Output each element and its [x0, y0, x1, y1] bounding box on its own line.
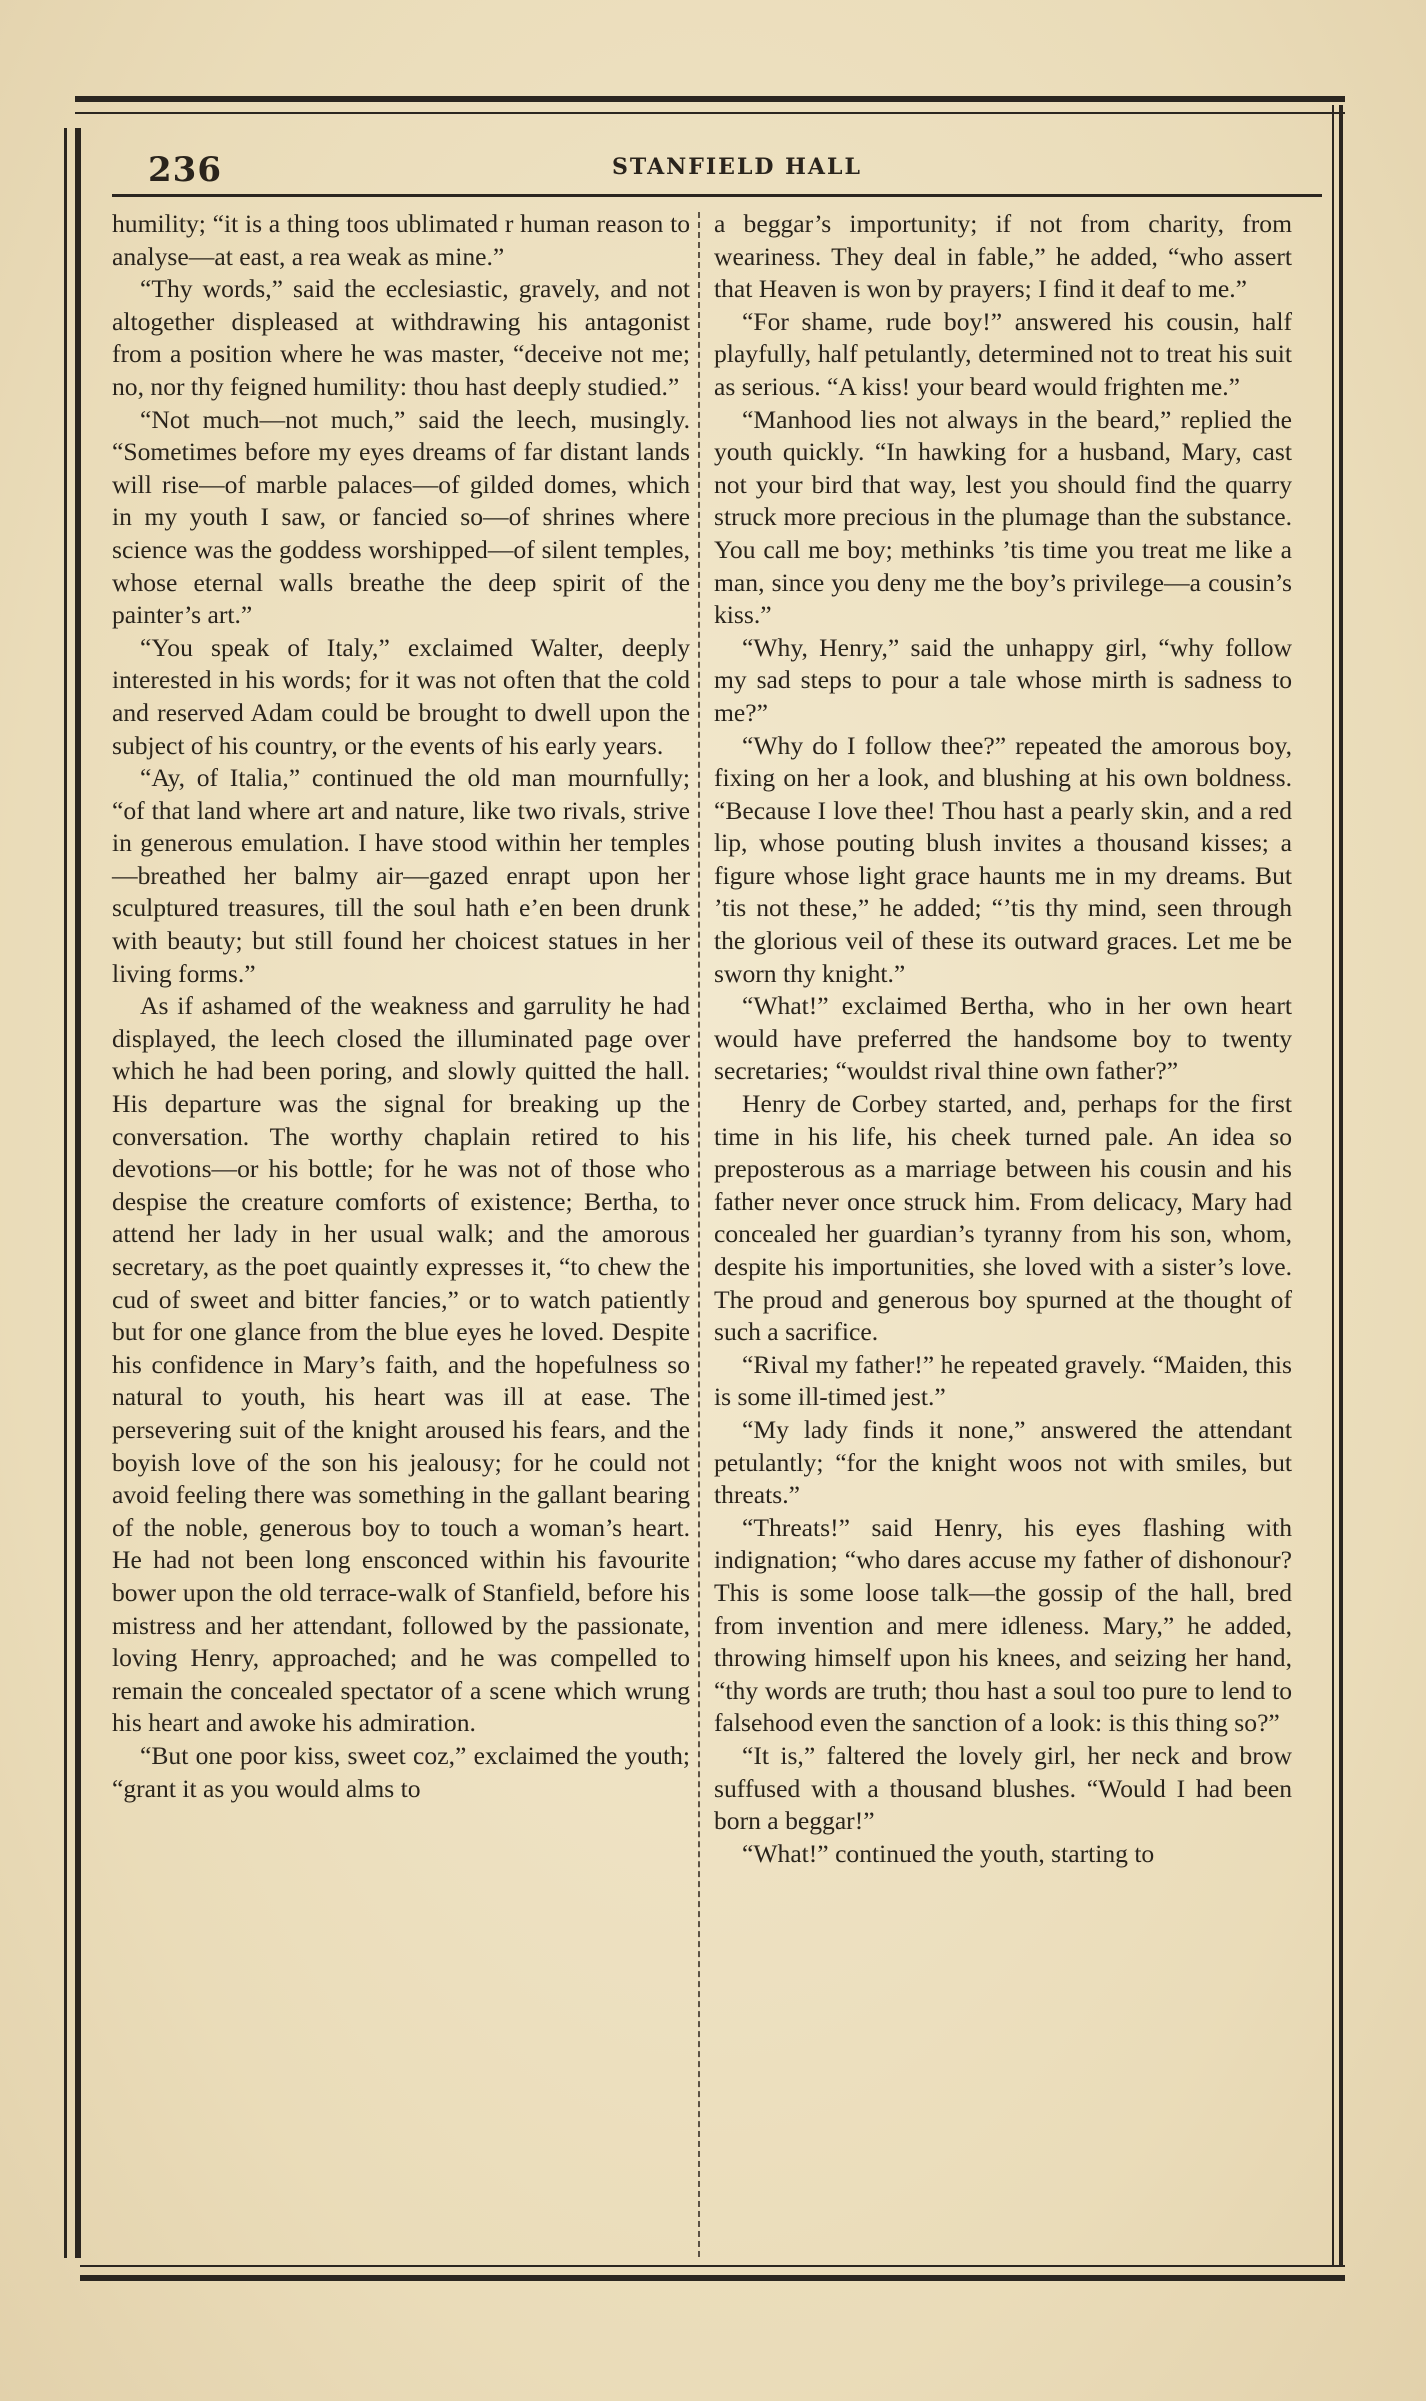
running-title: STANFIELD HALL [612, 154, 862, 180]
column-divider [698, 212, 700, 2257]
paragraph: humility; “it is a thing toos ublimated r human reason to analyse—at east, a rea weak as mine.” [112, 209, 690, 271]
paragraph: a beggar’s importunity; if not from charity, from weariness. They deal in fable,” he added, “who assert that Heaven is won by prayers; I find it deaf to me.” [714, 209, 1292, 304]
bottom-border-rule [80, 2265, 1345, 2281]
left-column [112, 208, 690, 1805]
right-border-rule [1332, 105, 1343, 2265]
paragraph: “My lady finds it none,” answered the attendant petulantly; “for the knight woos not with smiles, but threats.” [714, 1414, 1292, 1510]
right-column [714, 208, 1292, 1870]
paragraph: “But one poor kiss, sweet coz,” exclaimed the youth; “grant it as you would alms to [112, 1740, 690, 1803]
left-border-rule [64, 128, 81, 2258]
paragraph: “For shame, rude boy!” answered his cousin, half playfully, half petulantly, determined not to treat his suit as serious. “A kiss! your beard would frighten me.” [714, 306, 1292, 401]
paragraph: “Manhood lies not always in the beard,” replied the youth quickly. “In hawking for a husband, Mary, cast not your bird that way, lest you should find the quarry struck more precious in the plumage than the substance. You call me boy; methinks ’tis time you treat me like a man, since you deny me the boy’s privilege—a cousin’s kiss.” [714, 404, 1292, 630]
paragraph: “Thy words,” said the ecclesiastic, gravely, and not altogether displeased at withdrawing his antagonist from a position where he was master, “deceive not me; no, nor thy feigned humility: thou hast deeply studied.” [112, 274, 690, 401]
top-border-rule [75, 96, 1345, 114]
paragraph: “What!” continued the youth, starting to [742, 1838, 1155, 1868]
paragraph: “What!” exclaimed Bertha, who in her own heart would have preferred the handsome boy to twenty secretaries; “wouldst rival thine own father?” [714, 991, 1292, 1086]
paragraph: “Ay, of Italia,” continued the old man mournfully; “of that land where art and nature, like two rivals, strive in generous emulation. I have stood within her temples—breathed her balmy air—gazed enrapt upon her sculptured treasures, till the soul hath e’en been drunk with beauty; but still found her choicest statues in her living forms.” [112, 763, 690, 988]
paragraph: “Why, Henry,” said the unhappy girl, “why follow my sad steps to pour a tale whose mirth is sadness to me?” [714, 632, 1292, 727]
paragraph: As if ashamed of the weakness and garrulity he had displayed, the leech closed the illuminated page over which he had been poring, and slowly quitted the hall. His departure was the signal for breaking up the conversation. The worthy chaplain retired to his devotions—or his bottle; for he was not of those who despise the creature comforts of existence; Bertha, to attend her lady in her usual walk; and the amorous secretary, as the poet quaintly expresses it, “to chew the cud of sweet and bitter fancies,” or to watch patiently but for one glance from the blue eyes he loved. Despite his confidence in Mary’s faith, and the hopefulness so natural to youth, his heart was ill at ease. The persevering suit of the knight aroused his fears, and the boyish love of the son his jealousy; for he could not avoid feeling there was something in the gallant bearing of the noble, generous boy to touch a woman’s heart. He had not been long ensconced within his favourite bower upon the old terrace-walk of Stanfield, before his mistress and her attendant, followed by the passionate, loving Henry, approached; and he was compelled to remain the concealed spectator of a scene which wrung his heart and awoke his admiration. [112, 991, 690, 1738]
paragraph: “Threats!” said Henry, his eyes flashing with indignation; “who dares accuse my father of dishonour? This is some loose talk—the gossip of the hall, bred from invention and mere idleness. Mary,” he added, throwing himself upon his knees, and seizing her hand, “thy words are truth; thou hast a soul too pure to lend to falsehood even the sanction of a look: is this thing so?” [714, 1512, 1292, 1738]
page-header [112, 148, 1322, 197]
paragraph: “Not much—not much,” said the leech, musingly. “Sometimes before my eyes dreams of far distant lands will rise—of marble palaces—of gilded domes, which in my youth I saw, or fancied so—of shrines where science was the goddess worshipped—of silent temples, whose eternal walls breathe the deep spirit of the painter’s art.” [112, 404, 690, 630]
paragraph: “Why do I follow thee?” repeated the amorous boy, fixing on her a look, and blushing at his own boldness. “Because I love thee! Thou hast a pearly skin, and a red lip, whose pouting blush invites a thousand kisses; a figure whose light grace haunts me in my dreams. But ’tis not these,” he added; “’tis thy mind, seen through the glorious veil of these its outward graces. Let me be sworn thy knight.” [714, 730, 1292, 988]
paragraph: “You speak of Italy,” exclaimed Walter, deeply interested in his words; for it was not often that the cold and reserved Adam could be brought to dwell upon the subject of his country, or the events of his early years. [112, 632, 690, 760]
page-number: 236 [148, 150, 222, 190]
paragraph: “Rival my father!” he repeated gravely. “Maiden, this is some ill-timed jest.” [714, 1349, 1292, 1412]
paragraph: “It is,” faltered the lovely girl, her neck and brow suffused with a thousand blushes. “Would I had been born a beggar!” [714, 1740, 1292, 1836]
paragraph: Henry de Corbey started, and, perhaps for the first time in his life, his cheek turned pale. An idea so preposterous as a marriage between his cousin and his father never once struck him. From delicacy, Mary had concealed her guardian’s tyranny from his son, whom, despite his importunities, she loved with a sister’s love. The proud and generous boy spurned at the thought of such a sacrifice. [714, 1089, 1292, 1347]
